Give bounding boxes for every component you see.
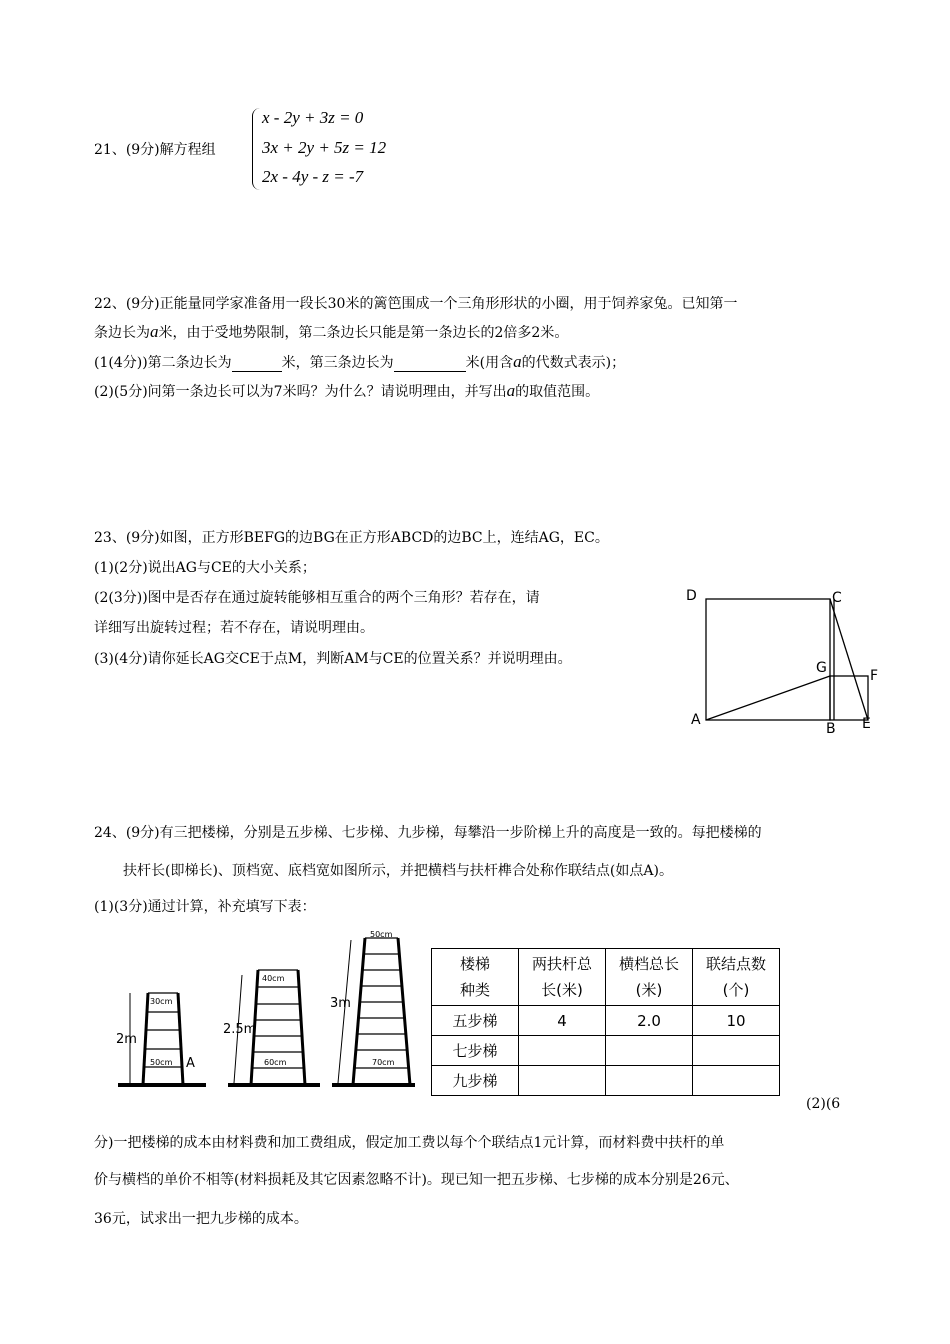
equation-brace — [252, 108, 261, 190]
ladder1-height: 2m — [116, 1032, 137, 1047]
answer-cell[interactable] — [519, 1066, 606, 1096]
q23-line1: 23、(9分)如图，正方形BEFG的边BG在正方形ABCD的边BC上，连结AG，EC。 — [94, 530, 609, 546]
q21-eq3: 2x - 4y - z = -7 — [262, 167, 364, 186]
answer-cell[interactable] — [693, 1066, 780, 1096]
ladder2-height: 2.5m — [223, 1022, 257, 1037]
table-cell: 2.0 — [606, 1006, 693, 1036]
q24-part1: (1)(3分)通过计算，补充填写下表： — [94, 899, 316, 915]
answer-cell[interactable] — [693, 1036, 780, 1066]
table-row — [432, 1006, 780, 1036]
ladder-table — [431, 948, 780, 1096]
q23-part3: (3)(4分)请你延长AG交CE于点M，判断AM与CE的位置关系？并说明理由。 — [94, 651, 572, 667]
answer-cell[interactable] — [606, 1036, 693, 1066]
q24-part2-line1: 分)一把楼梯的成本由材料费和加工费组成，假定加工费以每个个联结点1元计算，而材料费中扶杆的单 — [94, 1135, 725, 1151]
label-F: F — [870, 668, 879, 684]
label-C: C — [832, 590, 842, 606]
label-G: G — [816, 660, 827, 676]
q22-part1: (1(4分))第二条边长为 米，第三条边长为 米(用含a的代数式表示)； — [94, 352, 626, 371]
label-B: B — [826, 721, 836, 737]
table-cell: 4 — [519, 1006, 606, 1036]
q24-line1: 24、(9分)有三把楼梯，分别是五步梯、七步梯、九步梯，每攀沿一步阶梯上升的高度是一致的。每把楼梯的 — [94, 825, 762, 841]
squares-figure — [680, 580, 890, 740]
header-cell: 两扶杆总 长(米) — [519, 949, 606, 1006]
q23-part2a: (2(3分))图中是否存在通过旋转能够相互重合的两个三角形？若存在，请 — [94, 590, 540, 606]
table-header-row — [432, 949, 780, 1006]
table-row — [432, 1066, 780, 1096]
label-E: E — [862, 716, 871, 732]
table-row — [432, 1036, 780, 1066]
ladders-figure — [110, 925, 420, 1095]
answer-cell[interactable] — [606, 1066, 693, 1096]
q24-line2: 扶杆长(即梯长)、顶档宽、底档宽如图所示，并把横档与扶杆榫合处称作联结点(如点A)。 — [123, 863, 673, 879]
ladder1-bottom: 50cm — [150, 1058, 173, 1067]
ladder1-top: 30cm — [150, 997, 173, 1006]
q21-label: 21、(9分)解方程组 — [94, 142, 216, 158]
label-A: A — [691, 712, 701, 728]
table-cell: 九步梯 — [432, 1066, 519, 1096]
q22-part2: (2)(5分)问第一条边长可以为7米吗？为什么？请说明理由，并写出a的取值范围。 — [94, 381, 600, 400]
label-D: D — [686, 588, 697, 604]
q21-eq2: 3x + 2y + 5z = 12 — [262, 138, 387, 157]
header-cell: 横档总长 (米) — [606, 949, 693, 1006]
q24-part2-line3: 36元，试求出一把九步梯的成本。 — [94, 1211, 308, 1227]
q22-line2: 条边长为a米，由于受地势限制，第二条边长只能是第一条边长的2倍多2米。 — [94, 322, 569, 341]
table-cell: 七步梯 — [432, 1036, 519, 1066]
q21-eq1: x - 2y + 3z = 0 — [262, 108, 364, 127]
ladder3-height: 3m — [330, 996, 351, 1011]
ladder1-point: A — [186, 1056, 195, 1071]
answer-blank-1[interactable] — [232, 357, 282, 372]
q23-part1: (1)(2分)说出AG与CE的大小关系； — [94, 560, 316, 576]
header-cell: 楼梯 种类 — [432, 949, 519, 1006]
q24-part2-line2: 价与横档的单价不相等(材料损耗及其它因素忽略不计)。现已知一把五步梯、七步梯的成本分别是26元、 — [94, 1172, 739, 1188]
q22-line1: 22、(9分)正能量同学家准备用一段长30米的篱笆围成一个三角形形状的小圈，用于饲养家兔。已知第一 — [94, 296, 738, 312]
answer-blank-2[interactable] — [394, 357, 466, 372]
ladder3-top: 50cm — [370, 930, 393, 939]
ladder3-bottom: 70cm — [372, 1058, 395, 1067]
table-cell: 10 — [693, 1006, 780, 1036]
table-cell: 五步梯 — [432, 1006, 519, 1036]
header-cell: 联结点数 (个) — [693, 949, 780, 1006]
ladder2-top: 40cm — [262, 974, 285, 983]
ladder2-bottom: 60cm — [264, 1058, 287, 1067]
q23-part2b: 详细写出旋转过程；若不存在，请说明理由。 — [94, 620, 374, 636]
answer-cell[interactable] — [519, 1036, 606, 1066]
q24-part2-start: (2)(6 — [806, 1096, 841, 1112]
